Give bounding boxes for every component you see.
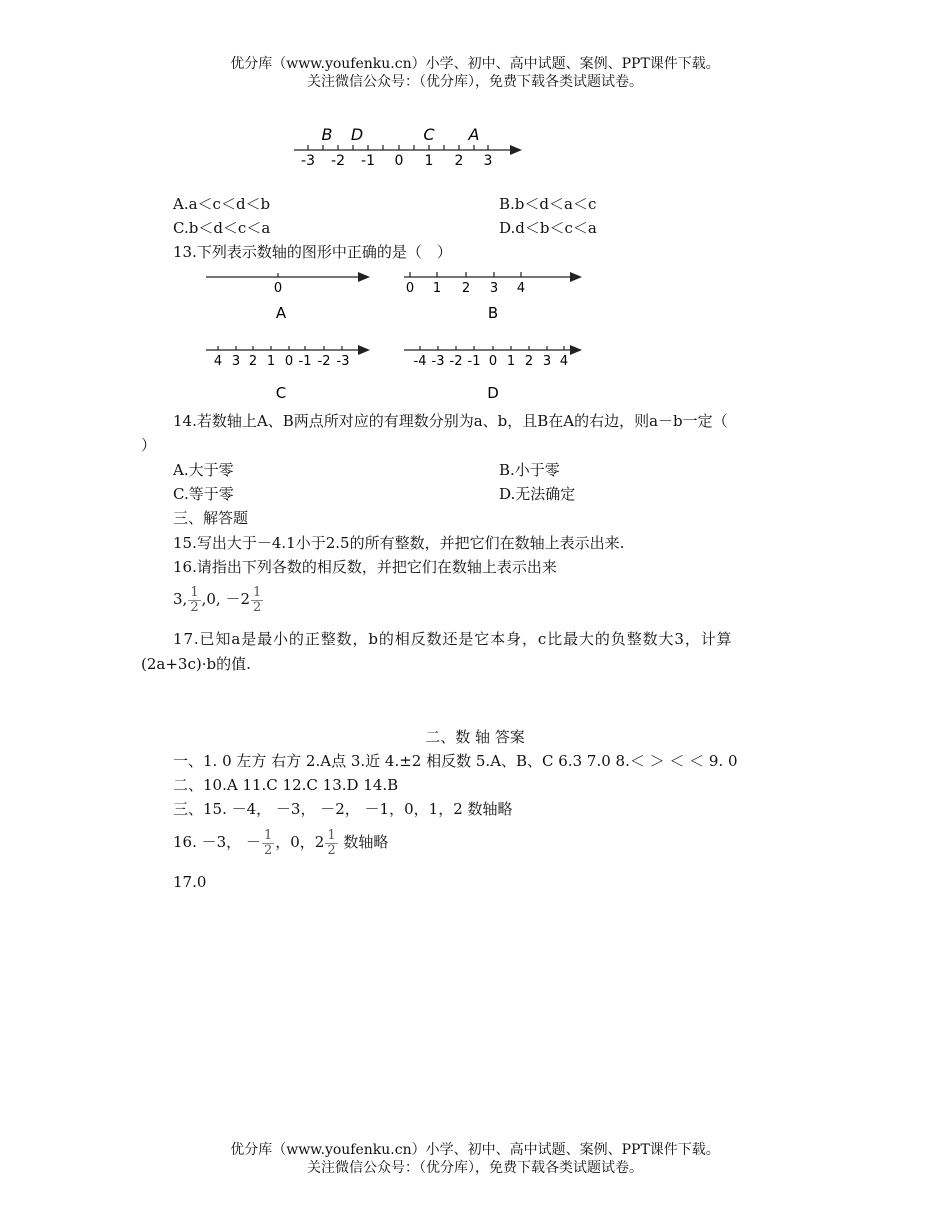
q14-option-b: B.小于零	[499, 461, 560, 479]
q12-option-d: D.d＜b＜c＜a	[499, 219, 597, 237]
q13-figc-tick: -2	[317, 354, 331, 369]
q13-figd-tick: 2	[524, 354, 534, 369]
q12-tick-label: 0	[394, 153, 404, 169]
answers-row4-mixed-fraction: $\frac{1}{2}$	[327, 827, 336, 858]
page-footer-line1: 优分库（www.youfenku.cn）小学、初中、高中试题、案例、PPT课件下载。	[230, 1142, 720, 1158]
q13-figa-tick: 0	[273, 281, 283, 296]
q13-figd-tick: -3	[431, 354, 445, 369]
q15-stem: 15.写出大于－4.1小于2.5的所有整数，并把它们在数轴上表示出来.	[173, 534, 625, 552]
q12-point-label: A	[468, 125, 480, 144]
q13-figc-tick: 4	[213, 354, 223, 369]
q13-figd-label: D	[487, 384, 499, 402]
q14-stem-line1: 14.若数轴上A、B两点所对应的有理数分别为a、b，且B在A的右边，则a－b一定（	[173, 412, 728, 430]
q14-stem-line2: ）	[141, 436, 157, 454]
q17-line1: 17.已知a是最小的正整数，b的相反数还是它本身，c比最大的负整数大3，计算	[173, 630, 733, 648]
q14-option-a: A.大于零	[173, 461, 234, 479]
q12-tick-label: -1	[361, 153, 375, 169]
answers-row4-pre: 16. －3， －	[173, 833, 261, 851]
q14-option-d: D.无法确定	[499, 485, 576, 503]
q16-n2: ,0, －2	[201, 590, 250, 608]
q13-figure-d	[400, 340, 590, 404]
q16-stem: 16.请指出下列各数的相反数，并把它们在数轴上表示出来	[173, 558, 557, 576]
q16-fraction: $\frac{1}{2}$	[190, 584, 199, 615]
q12-point-label: D	[350, 125, 364, 144]
q13-figb-label: B	[487, 304, 499, 322]
q13-figd-tick: 3	[542, 354, 552, 369]
q13-figd-tick: 0	[488, 354, 498, 369]
q13-figb-tick: 4	[516, 281, 526, 296]
q16-n1: 3,	[173, 590, 188, 608]
q16-numbers	[173, 584, 264, 615]
page-header-line2: 关注微信公众号：（优分库），免费下载各类试题试卷。	[307, 74, 643, 90]
q14-option-c: C.等于零	[173, 485, 234, 503]
q12-tick-label: -3	[301, 153, 315, 169]
q13-figure-b	[400, 266, 590, 326]
q13-figc-tick: 0	[284, 354, 294, 369]
q13-figure-a	[200, 266, 380, 326]
q13-figa-label: A	[275, 304, 287, 322]
q17-line2: (2a+3c)·b的值.	[141, 655, 251, 673]
q13-figc-label: C	[275, 384, 287, 402]
q12-point-label: C	[423, 125, 435, 144]
q12-option-a: A.a＜c＜d＜b	[173, 195, 271, 213]
q13-figb-tick: 3	[489, 281, 499, 296]
answers-row1: 一、1. 0 左方 右方 2.A点 3.近 4.±2 相反数 5.A、B、C 6.3 7.0 8.＜ ＞ ＜ ＜ 9. 0	[173, 752, 738, 770]
answers-row4	[173, 826, 388, 858]
q13-stem: 13.下列表示数轴的图形中正确的是（ ）	[173, 243, 452, 261]
q16-mixed-fraction: $\frac{1}{2}$	[253, 584, 262, 615]
q12-option-b: B.b＜d＜a＜c	[499, 195, 597, 213]
q12-option-c: C.b＜d＜c＜a	[173, 219, 271, 237]
q13-figb-tick: 2	[461, 281, 471, 296]
q13-figc-tick: -3	[336, 354, 350, 369]
q12-tick-label: -2	[331, 153, 345, 169]
q12-tick-label: 1	[424, 153, 434, 169]
answers-row4-post: 数轴略	[338, 833, 389, 851]
section3-title: 三、解答题	[173, 509, 249, 527]
q13-figd-tick: -1	[467, 354, 481, 369]
q13-figd-tick: 4	[559, 354, 569, 369]
answers-row3: 三、15. －4， －3， －2， －1，0，1，2 数轴略	[173, 800, 513, 818]
answers-row4-mid: ，0，2	[275, 833, 325, 851]
q12-point-label: B	[321, 125, 333, 144]
q13-figb-tick: 1	[432, 281, 442, 296]
q13-figd-tick: 1	[506, 354, 516, 369]
q13-figc-tick: 3	[231, 354, 241, 369]
q13-figc-tick: 2	[248, 354, 258, 369]
q13-figc-tick: 1	[266, 354, 276, 369]
q12-number-line	[288, 120, 528, 172]
page-header-line1: 优分库（www.youfenku.cn）小学、初中、高中试题、案例、PPT课件下载。	[230, 56, 720, 72]
q12-tick-label: 2	[454, 153, 464, 169]
answers-row5: 17.0	[173, 873, 207, 891]
q13-figb-tick: 0	[405, 281, 415, 296]
answers-row2: 二、10.A 11.C 12.C 13.D 14.B	[173, 776, 399, 794]
q12-tick-label: 3	[483, 153, 493, 169]
answers-title: 二、数 轴 答案	[425, 728, 525, 746]
q13-figure-c	[200, 340, 380, 404]
answers-row4-fraction: $\frac{1}{2}$	[263, 827, 273, 858]
q13-figc-tick: -1	[298, 354, 312, 369]
q12-axis-arrow	[510, 145, 522, 155]
page-footer-line2: 关注微信公众号：（优分库），免费下载各类试题试卷。	[307, 1160, 643, 1176]
q13-figd-tick: -4	[413, 354, 427, 369]
q13-figd-tick: -2	[449, 354, 463, 369]
